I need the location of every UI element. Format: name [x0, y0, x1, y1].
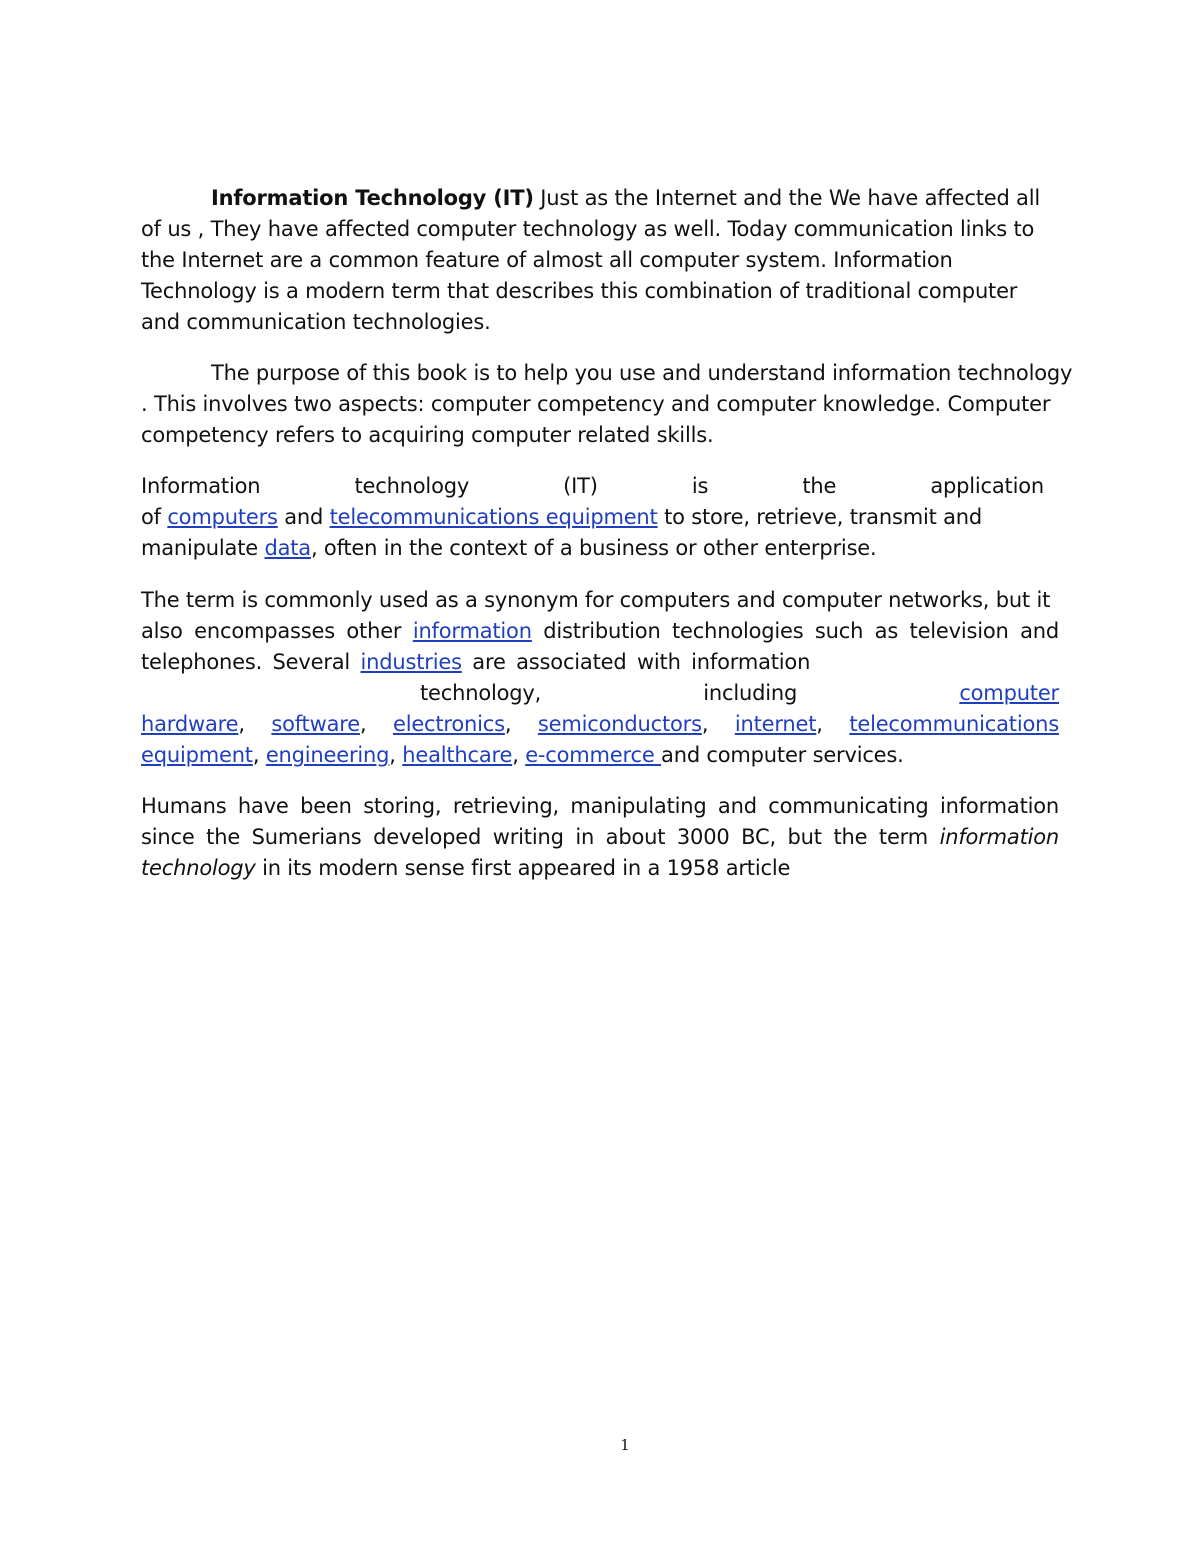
text: manipulate	[141, 536, 265, 560]
paragraph-synonym	[141, 585, 1059, 771]
text: ,	[504, 712, 512, 736]
line	[141, 647, 1059, 678]
link-internet[interactable]: internet	[734, 712, 817, 736]
text: and communication technologies.	[141, 310, 491, 334]
link-software[interactable]: software	[271, 712, 360, 736]
link-telecommunications-equipment[interactable]: telecommunications equipment	[329, 505, 658, 529]
line	[141, 585, 1059, 616]
text: of us , They have affected computer technology as well. Today communication links to	[141, 217, 1035, 241]
page-number: 1	[620, 1436, 630, 1454]
text: ,	[701, 712, 709, 736]
text: the Internet are a common feature of almost all computer system. Information	[141, 248, 953, 272]
text: are associated with information	[461, 650, 811, 674]
text: ,	[252, 743, 260, 767]
word: (IT)	[563, 474, 598, 498]
text: in its modern sense first appeared in a 1958 article	[255, 856, 791, 880]
paragraph-definition	[141, 471, 1044, 564]
link-computer-hardware[interactable]: hardware	[141, 712, 239, 736]
paragraph-purpose	[141, 358, 1081, 451]
text: , often in the context of a business or other enterprise.	[310, 536, 877, 560]
link-healthcare[interactable]: healthcare	[402, 743, 513, 767]
link-data[interactable]: data	[264, 536, 311, 560]
text: Technology is a modern term that describes this combination of traditional computer	[141, 279, 1018, 303]
line	[141, 616, 1059, 647]
text: Humans have been storing, retrieving, manipulating and communicating information since the Sumerians developed writing in about 3000 BC, but the term	[141, 794, 1059, 849]
text: ,	[512, 743, 519, 767]
link-computers[interactable]: computers	[167, 505, 278, 529]
word: including	[703, 681, 798, 705]
italic-term: information technology	[141, 825, 1059, 880]
word: technology,	[420, 681, 542, 705]
text: of	[141, 505, 168, 529]
justified-line	[141, 678, 1059, 709]
text: to store, retrieve, transmit and	[657, 505, 983, 529]
paragraph-intro	[141, 183, 1041, 338]
link-electronics[interactable]: electronics	[392, 712, 505, 736]
line	[141, 709, 1059, 740]
link-e-commerce[interactable]: e-commerce	[525, 743, 662, 767]
link-telecommunications-equipment[interactable]: equipment	[141, 743, 253, 767]
link-computer-hardware[interactable]: computer	[959, 681, 1059, 705]
text: ,	[238, 712, 245, 736]
text: also encompasses other	[141, 619, 413, 643]
text: ,	[359, 712, 367, 736]
link-semiconductors[interactable]: semiconductors	[537, 712, 702, 736]
text: The term is commonly used as a synonym for computers and computer networks, but it	[141, 588, 1051, 612]
word: application	[930, 474, 1044, 498]
text: telephones. Several	[141, 650, 361, 674]
link-industries[interactable]: industries	[360, 650, 462, 674]
line	[141, 502, 1044, 533]
text: and computer services.	[661, 743, 904, 767]
text: The purpose of this book is to help you use and understand information technology	[211, 361, 1073, 385]
word: technology	[354, 474, 470, 498]
link-telecommunications-equipment[interactable]: telecommunications	[849, 712, 1059, 736]
justified-line	[141, 471, 1044, 502]
bold-lead: Information Technology (IT)	[211, 186, 534, 210]
text: distribution technologies such as television and	[531, 619, 1059, 643]
word: the	[802, 474, 837, 498]
text: ,	[389, 743, 396, 767]
word: is	[691, 474, 709, 498]
link-engineering[interactable]: engineering	[265, 743, 390, 767]
text: competency refers to acquiring computer related skills.	[141, 423, 714, 447]
word: Information	[141, 474, 261, 498]
text: . This involves two aspects: computer competency and computer knowledge. Computer	[141, 392, 1051, 416]
text: ,	[816, 712, 823, 736]
text: and	[277, 505, 330, 529]
link-information[interactable]: information	[412, 619, 532, 643]
line	[141, 740, 1059, 771]
paragraph-history	[141, 791, 1059, 884]
line	[141, 533, 1044, 564]
text: Just as the Internet and the We have affected all	[533, 186, 1040, 210]
